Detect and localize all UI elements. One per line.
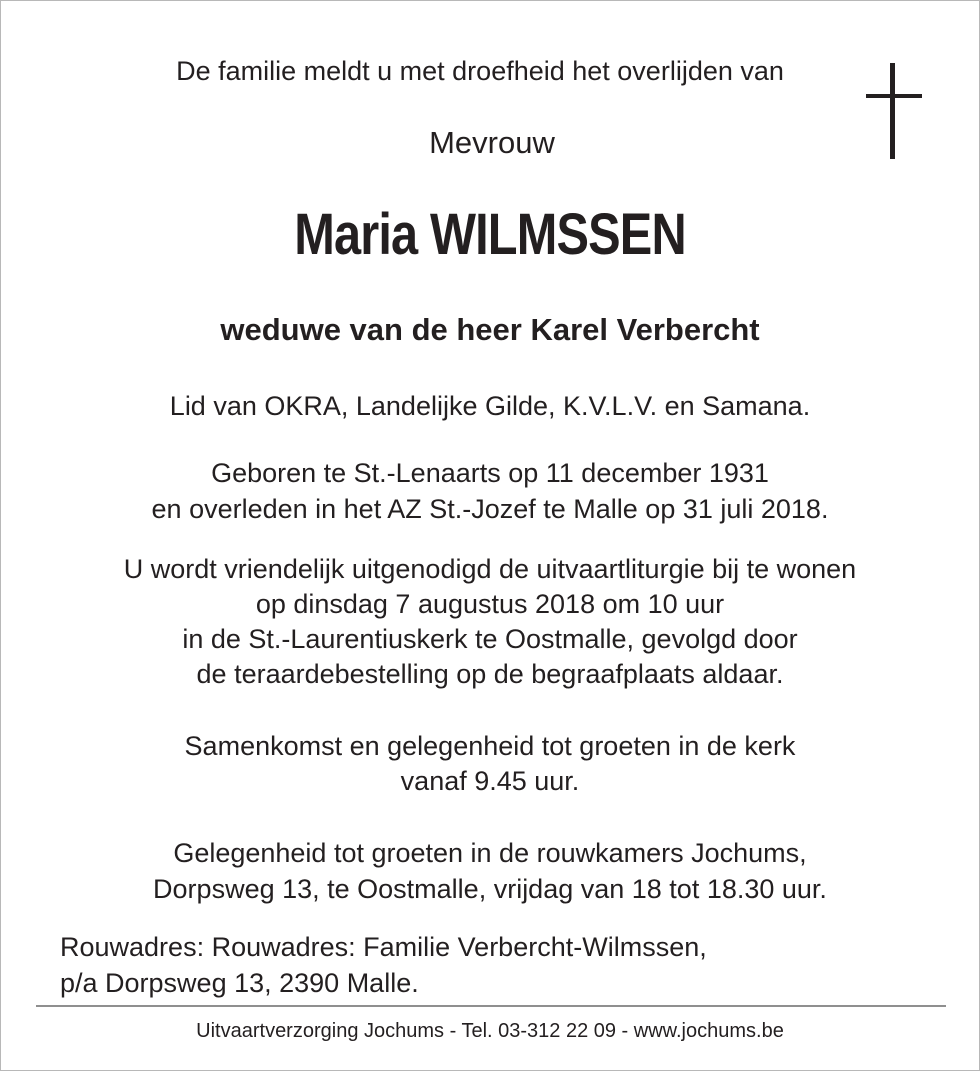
- birth-death-block: [1, 455, 979, 527]
- honorific-title: Mevrouw: [429, 125, 555, 160]
- mourning-address: [60, 929, 707, 1001]
- viewing-line: Dorpsweg 13, te Oostmalle, vrijdag van 18 tot 18.30 uur.: [153, 874, 827, 904]
- birth-line: Geboren te St.-Lenaarts op 11 december 1931: [211, 458, 769, 488]
- invitation-line: U wordt vriendelijk uitgenodigd de uitvaartliturgie bij te wonen: [123, 554, 857, 584]
- membership-text: Lid van OKRA, Landelijke Gilde, K.V.L.V. en Samana.: [169, 391, 811, 421]
- deceased-name: Maria WILMSSEN: [294, 202, 686, 267]
- intro-text: De familie meldt u met droefheid het overlijden van: [176, 56, 784, 86]
- viewing-line: Gelegenheid tot groeten in de rouwkamers Jochums,: [173, 838, 807, 868]
- invitation-line: de teraardebestelling op de begraafplaats aldaar.: [196, 659, 784, 689]
- footer-divider: [36, 1005, 946, 1007]
- relation-text: weduwe van de heer Karel Verbercht: [220, 312, 760, 347]
- address-line: Rouwadres: Rouwadres: Familie Verbercht-Wilmssen,: [60, 932, 707, 962]
- address-line: p/a Dorpsweg 13, 2390 Malle.: [60, 968, 419, 998]
- death-line: en overleden in het AZ St.-Jozef te Malle op 31 juli 2018.: [151, 494, 829, 524]
- invitation-line: in de St.-Laurentiuskerk te Oostmalle, gevolgd door: [182, 624, 798, 654]
- invitation-line: op dinsdag 7 augustus 2018 om 10 uur: [255, 589, 725, 619]
- meeting-line: Samenkomst en gelegenheid tot groeten in de kerk: [184, 731, 796, 761]
- meeting-block: [1, 729, 979, 799]
- footer-text: Uitvaartverzorging Jochums - Tel. 03-312 22 09 - www.jochums.be: [196, 1020, 784, 1042]
- invitation-block: [1, 552, 979, 692]
- meeting-line: vanaf 9.45 uur.: [400, 766, 580, 796]
- viewing-block: [1, 835, 979, 907]
